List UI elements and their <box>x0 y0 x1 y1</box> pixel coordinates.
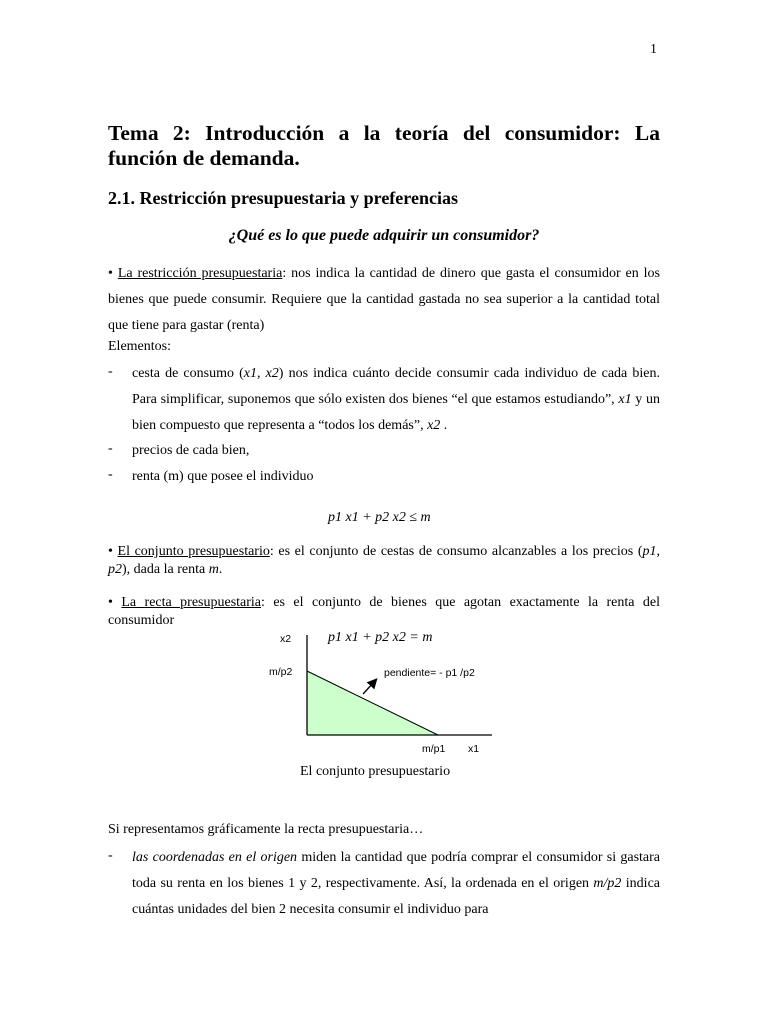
elementos-label: Elementos: <box>108 339 171 354</box>
bullet: • <box>108 544 113 559</box>
list-item-cesta: cesta de consumo (x1, x2) nos indica cuánto decide consumir cada individuo de cada bien. Para simplificar, suponemos que sólo existen dos bienes “el que estamos estudiando”, x1 y un bien compuesto que representa a “todos los demás”, x2 . <box>132 366 661 433</box>
cesta-vars: x1, x2 <box>243 366 279 381</box>
list-dash: - <box>108 848 113 863</box>
list-dash: - <box>108 364 113 379</box>
bullet: • <box>108 595 113 610</box>
list-dash: - <box>108 467 113 482</box>
list-item-coordenadas: las coordenadas en el origen miden la cantidad que podría comprar el consumidor si gastara toda su renta en los bienes 1 y 2, respectivamente. Así, la ordenada en el origen m/p2 indica cuántas unidades del bien 2 necesita consumir el individuo para <box>132 850 661 917</box>
recta-paragraph: • La recta presupuestaria: es el conjunto de bienes que agotan exactamente la renta del consumidor <box>108 595 660 628</box>
list-item-renta: renta (m) que posee el individuo <box>132 469 314 484</box>
conjunto-paragraph: • El conjunto presupuestario: es el conjunto de cestas de consumo alcanzables a los precios (p1, p2), dada la renta m. <box>108 544 661 577</box>
list-dash: - <box>108 441 113 456</box>
y-axis-label: x2 <box>280 633 292 645</box>
term-restriccion: La restricción presupuestaria <box>117 266 283 281</box>
term-recta: La recta presupuestaria <box>121 595 262 610</box>
x-axis-label: x1 <box>468 743 480 755</box>
list-item-precios: precios de cada bien, <box>132 443 250 458</box>
var-mp2: m/p2 <box>593 875 622 891</box>
page-title: Tema 2: Introducción a la teoría del consumidor: La función de demanda. <box>108 121 660 170</box>
term-coordenadas: las coordenadas en el origen <box>132 850 298 865</box>
si-representamos-text: Si representamos gráficamente la recta presupuestaria… <box>108 822 424 837</box>
slope-arrow <box>363 682 374 694</box>
restriccion-paragraph <box>108 261 660 338</box>
slope-label: pendiente= - p1 /p2 <box>384 667 475 679</box>
var-m: m <box>208 562 219 577</box>
budget-inequality: p1 x1 + p2 x2 ≤ m <box>328 510 431 525</box>
y-intercept-label: m/p2 <box>269 666 293 678</box>
term-conjunto: El conjunto presupuestario <box>117 544 270 559</box>
var-x1: x1 <box>618 391 632 407</box>
budget-equation: p1 x1 + p2 x2 = m <box>328 630 433 645</box>
section-heading: 2.1. Restricción presupuestaria y preferencias <box>108 188 458 208</box>
restriccion-text: : nos indica la cantidad de dinero que gasta el consumidor en los bienes que puede consumir. Requiere que la cantidad gastada no sea superior a la cantidad total que tiene para gastar (renta) <box>108 266 660 333</box>
var-x2: x2 <box>427 417 441 433</box>
question-heading: ¿Qué es lo que puede adquirir un consumidor? <box>228 227 540 244</box>
figure-caption: El conjunto presupuestario <box>300 764 451 779</box>
page-number: 1 <box>650 42 657 57</box>
conjunto-vars: p1, p2 <box>108 544 661 577</box>
budget-set-figure <box>250 625 510 760</box>
x-intercept-label: m/p1 <box>422 743 446 755</box>
bullet: • <box>108 266 113 281</box>
